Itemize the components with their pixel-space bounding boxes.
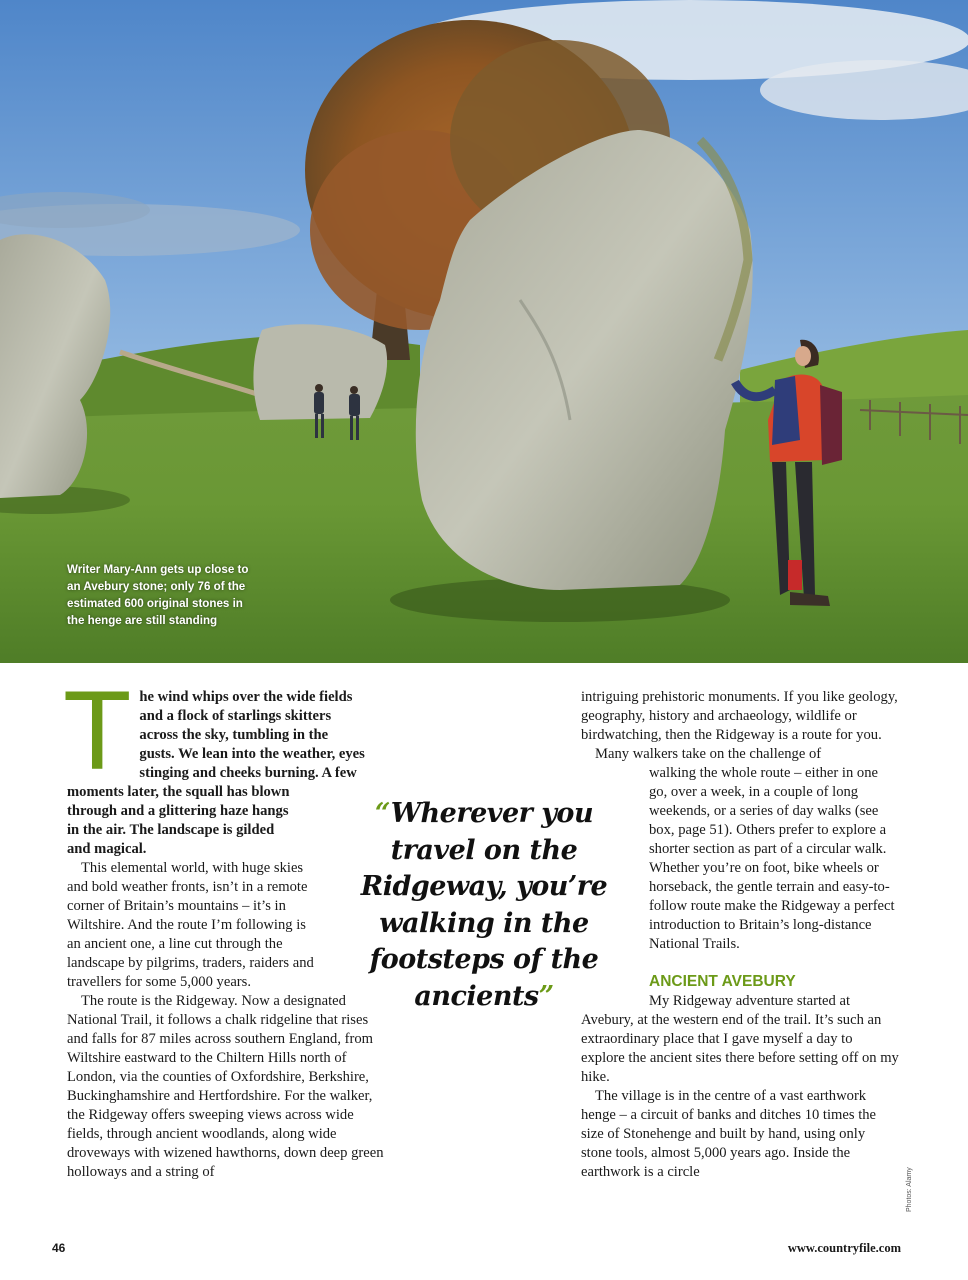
lead-line: across the sky, tumbling in the [139,727,329,743]
photo-credit: Photos: Alamy [906,1167,913,1212]
lead-rest: moments later, the squall has blown through and a glittering haze hangs in the air. The landscape is gilded and magical. [67,784,290,857]
article-column-right [581,688,899,1182]
lead-paragraph [63,668,387,859]
body-paragraph-first-line: Many walkers take on the challenge of [595,746,822,762]
quote-open-mark: “ [374,798,391,829]
quote-close-mark: ” [538,980,554,1012]
page-number: 46 [52,1241,66,1255]
lead-line: stinging and cheeks burning. A few [139,765,357,781]
body-paragraph: This elemental world, with huge skies and bold weather fronts, isn’t in a remote corner of Britain’s mountains – it’s in Wiltshire. And the route I’m following is an ancient one, a line cut through the landscape by pilgrims, traders, raiders and travellers for some 5,000 years. [67,860,314,990]
photo-caption: Writer Mary-Ann gets up close to an Avebury stone; only 76 of the estimated 600 original stones in the henge are still standing [67,563,249,627]
body-paragraph: intriguing prehistoric monuments. If you like geology, geography, history and archaeology, wildlife or birdwatching, then the Ridgeway is a route for you. [581,689,898,743]
section-subheading: ANCIENT AVEBURY [649,973,796,990]
body-paragraph: Avebury, at the western end of the trail. It’s such an extraordinary place that I gave myself a day to explore the ancient sites there before setting off on my hike. [581,1012,899,1085]
website-url: www.countryfile.com [787,1241,901,1255]
lead-line: he wind whips over the wide fields [139,689,353,705]
lead-line: gusts. We lean into the weather, eyes [139,746,365,762]
body-paragraph-first-line: My Ridgeway adventure started at [649,993,851,1009]
body-paragraph: walking the whole route – either in one go, over a week, in a couple of long weekends, or a series of day walks (see box, page 51). Others prefer to explore a shorter section as part of a circular walk. Whether you’re on foot, bike wheels or horseback, the gentle terrain and easy-to-follow route make the Ridgeway a perfect introduction to Britain’s long-distance National Trails. [649,765,895,952]
article-column-left [63,668,387,1182]
body-paragraph: The route is the Ridgeway. Now a designated National Trail, it follows a chalk ridgeline that rises and falls for 87 miles across southern England, from Wiltshire eastward to the Chiltern Hills north of London, via the counties of Oxfordshire, Berkshire, Buckinghamshire and Hertfordshire. For the walker, the Ridgeway offers sweeping views across wide fields, through ancient woodlands, along wide droveways with wizened hawthorns, down deep green holloways and a string of [67,993,384,1180]
pull-quote-text: Wherever you travel on the Ridgeway, you’re walking in the footsteps of the ancients [360,798,608,1012]
lead-line: and a flock of starlings skitters [139,708,332,724]
body-paragraph: The village is in the centre of a vast earthwork henge – a circuit of banks and ditches 10 times the size of Stonehenge and built by hand, using only stone tools, almost 5,000 years ago. Inside the earthwork is a circle [581,1088,877,1180]
drop-cap: T [63,668,132,793]
